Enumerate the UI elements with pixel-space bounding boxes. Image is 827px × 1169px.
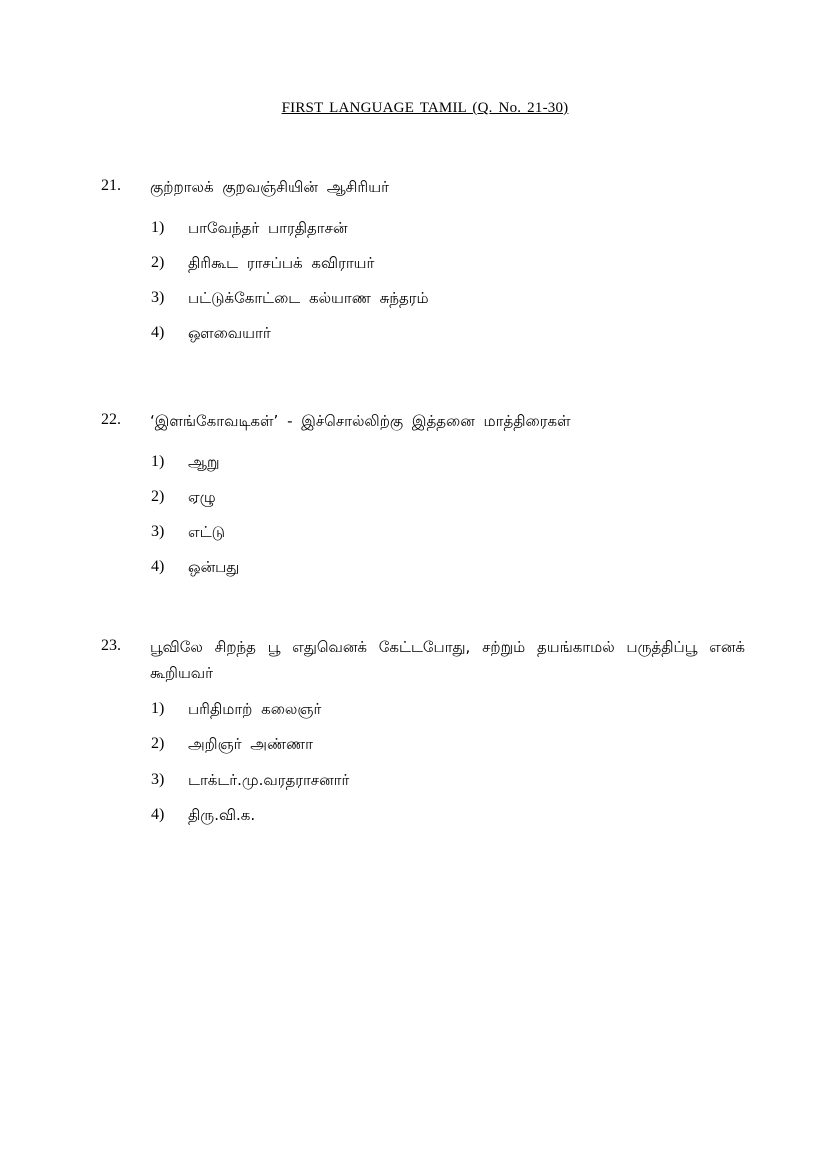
question-number: 22. xyxy=(101,411,121,428)
option xyxy=(0,735,827,759)
question-number: 23. xyxy=(101,637,121,654)
question-text: பூவிலே சிறந்த பூ எதுவெனக் கேட்டபோது, சற்றும் தயங்காமல் பருத்திப்பூ எனக் கூறியவர் xyxy=(150,638,745,682)
option xyxy=(0,453,827,477)
option-text: ஔவையார் xyxy=(188,324,271,342)
option-text: ஒன்பது xyxy=(188,558,240,576)
option xyxy=(0,254,827,278)
option-text: பாவேந்தர் பாரதிதாசன் xyxy=(188,219,348,237)
option xyxy=(0,700,827,724)
option-text: திரிகூட ராசப்பக் கவிராயர் xyxy=(188,254,375,272)
question-text: ‘இளங்கோவடிகள்’ - இச்சொல்லிற்கு இத்தனை மாத்திரைகள் xyxy=(150,412,571,430)
option-text: திரு.வி.க. xyxy=(188,806,256,824)
option-number: 2) xyxy=(151,735,165,752)
option xyxy=(0,771,827,795)
question-text: குற்றாலக் குறவஞ்சியின் ஆசிரியர் xyxy=(150,178,389,196)
option-number: 3) xyxy=(151,523,165,540)
option xyxy=(0,523,827,547)
option-number: 4) xyxy=(151,324,165,341)
option-text: அறிஞர் அண்ணா xyxy=(188,735,313,753)
option-text: பட்டுக்கோட்டை கல்யாண சுந்தரம் xyxy=(188,289,429,307)
option-number: 2) xyxy=(151,488,165,505)
option-text: எட்டு xyxy=(188,523,226,541)
option-text: டாக்டர்.மு.வரதராசனார் xyxy=(188,771,350,789)
page-title: FIRST LANGUAGE TAMIL (Q. No. 21-30) xyxy=(281,100,569,116)
option-text: ஆறு xyxy=(188,453,220,471)
option-number: 1) xyxy=(151,700,165,717)
option xyxy=(0,219,827,243)
question-number: 21. xyxy=(101,177,121,194)
option-number: 4) xyxy=(151,558,165,575)
option xyxy=(0,289,827,313)
option-number: 3) xyxy=(151,289,165,306)
option xyxy=(0,488,827,512)
option-number: 1) xyxy=(151,219,165,236)
option-number: 4) xyxy=(151,806,165,823)
option-number: 1) xyxy=(151,453,165,470)
option xyxy=(0,806,827,830)
option-text: பரிதிமாற் கலைஞர் xyxy=(188,700,322,718)
option-number: 3) xyxy=(151,771,165,788)
option xyxy=(0,324,827,348)
option-number: 2) xyxy=(151,254,165,271)
option xyxy=(0,558,827,582)
option-text: ஏழு xyxy=(188,488,216,506)
